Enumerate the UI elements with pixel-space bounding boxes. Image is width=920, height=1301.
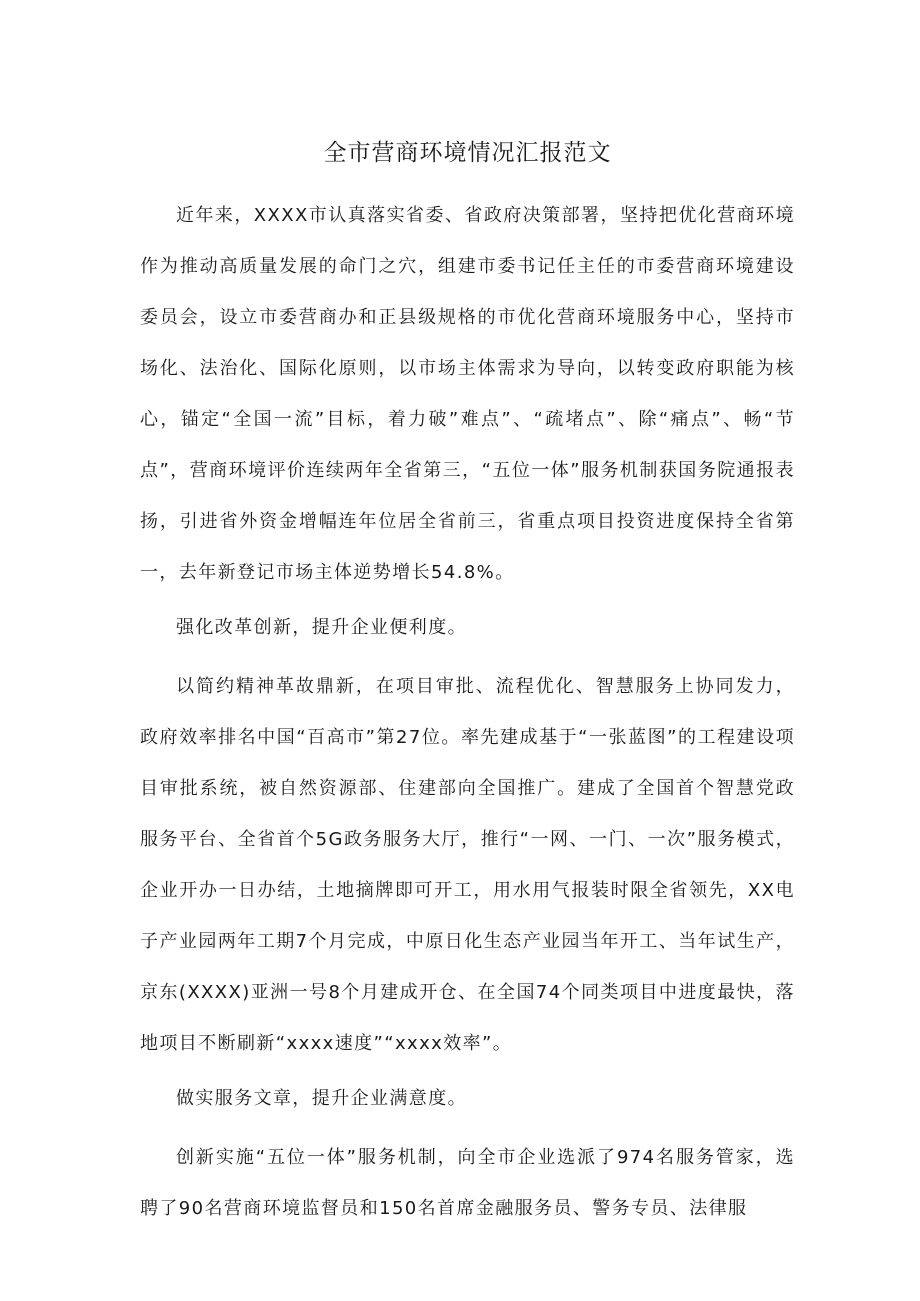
document-title: 全市营商环境情况汇报范文 bbox=[323, 140, 612, 166]
paragraph-service: 创新实施“五位一体”服务机制，向全市企业选派了974名服务管家，选聘了90名营商环境监督员和150名首席金融服务员、警务专员、法律服 bbox=[140, 1147, 795, 1219]
document-page bbox=[140, 128, 795, 1234]
section-heading-reform: 强化改革创新，提升企业便利度。 bbox=[176, 617, 467, 638]
section-heading-service: 做实服务文章，提升企业满意度。 bbox=[176, 1088, 467, 1109]
paragraph-intro: 近年来，XXXX市认真落实省委、省政府决策部署，坚持把优化营商环境作为推动高质量发展的命门之穴，组建市委书记任主任的市委营商环境建设委员会，设立市委营商办和正县级规格的市优化营商环境服务中心，坚持市场化、法治化、国际化原则，以市场主体需求为导向，以转变政府职能为核心，锚定“全国一流”目标，着力破”难点”、“疏堵点”、除“痛点”、畅“节点”，营商环境评价连续两年全省第三，“五位一体”服务机制获国务院通报表扬，引进省外资金增幅连年位居全省前三，省重点项目投资进度保持全省第一，去年新登记市场主体逆势增长54.8%。 bbox=[140, 205, 795, 583]
paragraph-reform: 以简约精神革故鼎新，在项目审批、流程优化、智慧服务上协同发力，政府效率排名中国“百高市”第27位。率先建成基于“一张蓝图”的工程建设项目审批系统，被自然资源部、住建部向全国推广。建成了全国首个智慧党政服务平台、全省首个5G政务服务大厅，推行“一网、一门、一次”服务模式，企业开办一日办结，土地摘牌即可开工，用水用气报装时限全省领先，XX电子产业园两年工期7个月完成，中原日化生态产业园当年开工、当年试生产，京东(XXXX)亚洲一号8个月建成开仓、在全国74个同类项目中进度最快，落地项目不断刷新“xxxx速度”“xxxx效率”。 bbox=[140, 676, 795, 1054]
